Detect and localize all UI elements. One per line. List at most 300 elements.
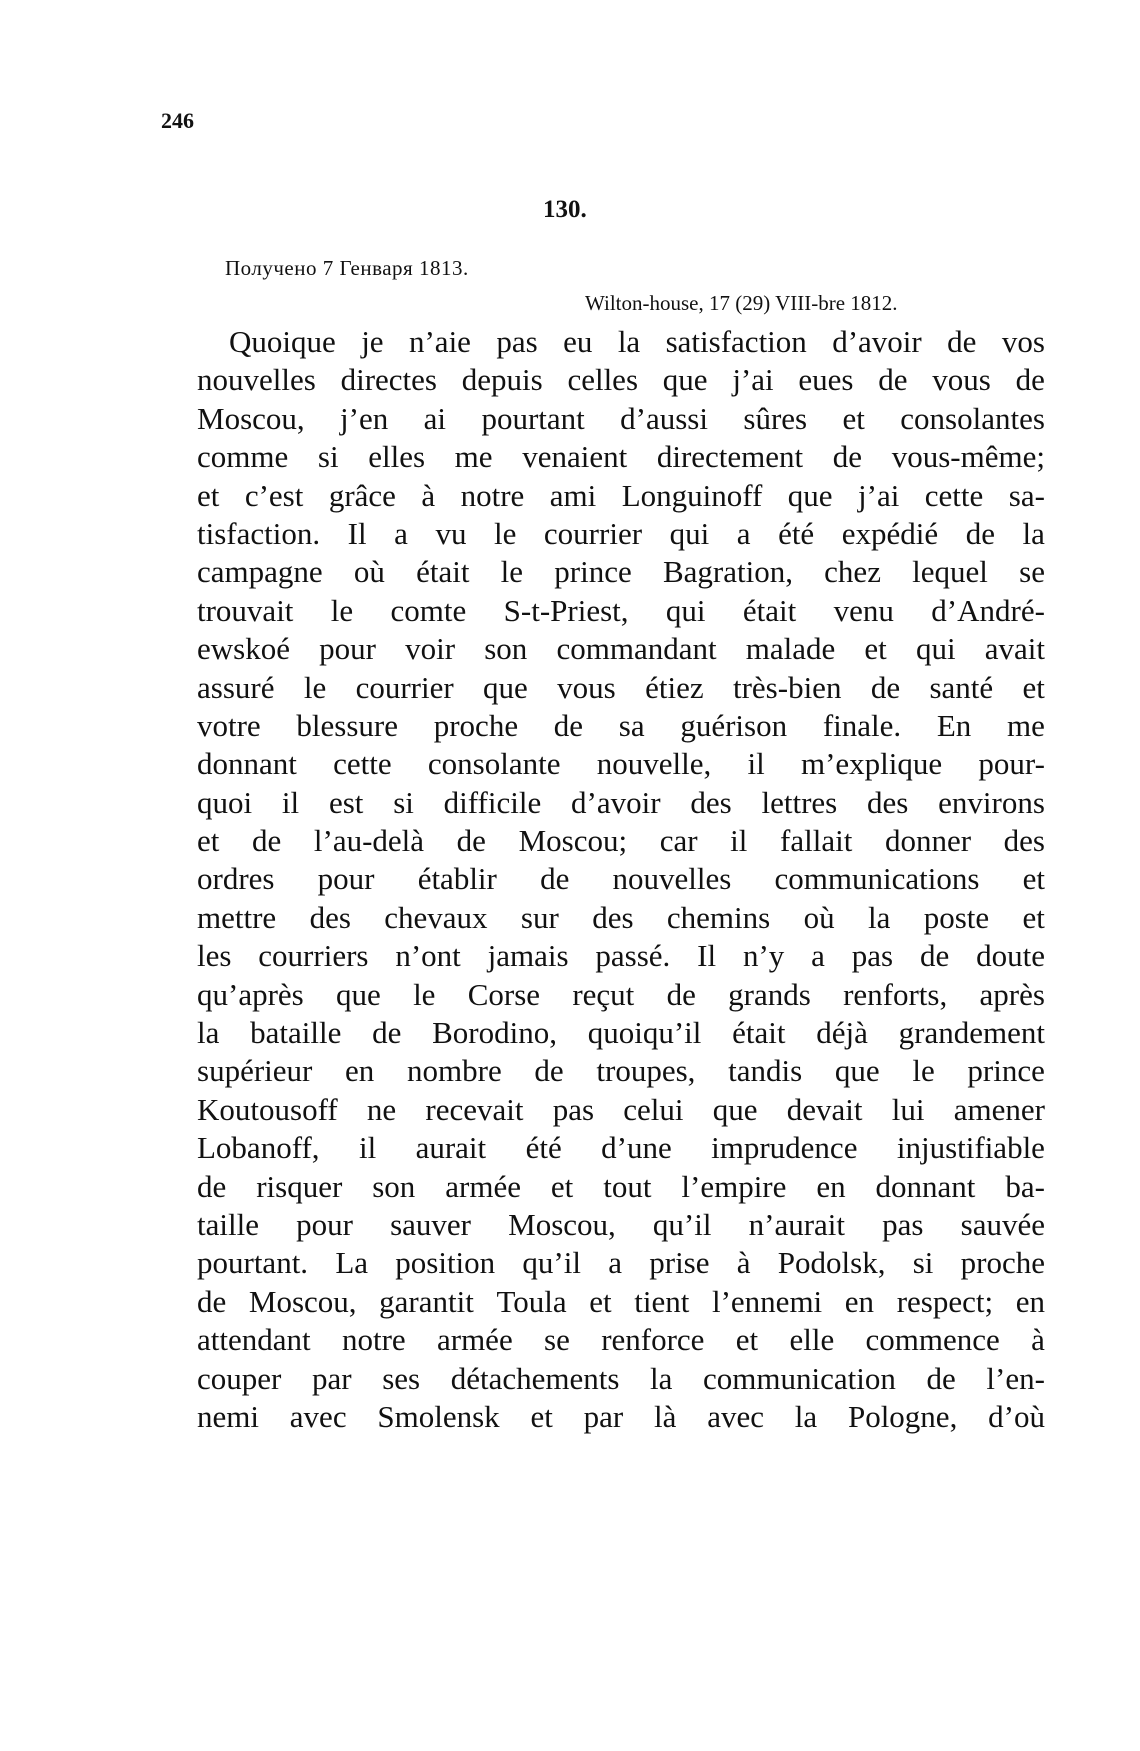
text-line [197, 477, 1045, 515]
word: de [919, 938, 950, 974]
word: des [309, 899, 351, 935]
word: directement [656, 439, 804, 475]
word: devait [786, 1091, 863, 1127]
word: il [730, 823, 748, 859]
word: respect; [896, 1283, 994, 1319]
word: pas [552, 1091, 595, 1127]
word: à [421, 477, 436, 513]
word: nombre [407, 1053, 502, 1089]
word: grâce [328, 477, 396, 513]
word: prince [967, 1053, 1045, 1089]
word: notre [460, 477, 525, 513]
word: armée [436, 1322, 513, 1358]
word: Toula [496, 1283, 567, 1319]
word: ne [366, 1091, 397, 1127]
word: poste [923, 899, 990, 935]
word: supérieur [197, 1053, 313, 1089]
word: celui [623, 1091, 684, 1127]
word: position [395, 1245, 496, 1281]
word: voir [405, 631, 456, 667]
word: taille [197, 1206, 259, 1242]
word: pas [882, 1206, 924, 1242]
text-line [197, 669, 1045, 707]
word: était [732, 1015, 786, 1051]
word: c’est [244, 477, 304, 513]
word: tisfaction. [197, 515, 321, 551]
word: j’ai [858, 477, 900, 513]
word: donner [884, 823, 972, 859]
word: Koutousoff [197, 1091, 338, 1127]
word: difficile [443, 784, 542, 820]
word: bataille [250, 1015, 342, 1051]
word: de [926, 1360, 956, 1396]
word: mettre [197, 899, 277, 935]
word: donnant [875, 1168, 976, 1204]
word: eues [798, 362, 854, 398]
word: ewskoé [197, 631, 290, 667]
word: vous [932, 362, 991, 398]
word: tient [634, 1283, 690, 1319]
word: Smolensk [377, 1398, 500, 1434]
word: sa [618, 707, 645, 743]
word: le [494, 515, 517, 551]
word: environs [938, 784, 1045, 820]
word: m’explique [800, 746, 943, 782]
text-line [197, 1360, 1045, 1398]
word: d’avoir [832, 324, 922, 359]
word: de [965, 515, 995, 551]
word: venaient [522, 439, 628, 475]
word: elles [368, 439, 426, 475]
word: armée [445, 1168, 521, 1204]
word: étiez [645, 669, 704, 705]
word: nouvelles [197, 362, 316, 398]
word: et [1022, 899, 1045, 935]
word: Moscou; [518, 823, 628, 859]
word: Moscou, [197, 400, 305, 436]
word: avec [707, 1398, 764, 1434]
word: de [870, 669, 901, 705]
word: nouvelles [612, 861, 732, 897]
word: pour [296, 1206, 353, 1242]
word: a [394, 515, 408, 551]
word: finale. [822, 707, 902, 743]
word: que [712, 1091, 758, 1127]
text-line [197, 1091, 1045, 1129]
text-line [197, 745, 1045, 783]
word: et [864, 631, 887, 667]
word: et [842, 400, 865, 436]
text-line [197, 1321, 1045, 1359]
word: et [1022, 669, 1045, 705]
word: établir [417, 861, 497, 897]
word: l’empire [681, 1168, 787, 1204]
word: prise [649, 1245, 710, 1281]
word: que [787, 477, 833, 513]
word: cette [924, 477, 984, 513]
word: risquer [256, 1168, 343, 1204]
word: pourtant. [197, 1245, 309, 1281]
word: qu’après [197, 976, 304, 1012]
word: celles [567, 362, 639, 398]
word: chemins [666, 899, 771, 935]
word: aurait [415, 1130, 487, 1166]
word: à [1031, 1322, 1045, 1358]
word: sauver [390, 1206, 471, 1242]
word: là [654, 1398, 677, 1434]
text-line [197, 1244, 1045, 1282]
word: assuré [197, 669, 275, 705]
word: communications [774, 861, 980, 897]
word: doute [976, 938, 1045, 974]
word: depuis [461, 362, 543, 398]
letter-number: 130. [543, 196, 587, 223]
word: recevait [425, 1091, 524, 1127]
word: donnant [197, 746, 297, 782]
word: expédié [841, 515, 939, 551]
text-line [197, 1129, 1045, 1167]
word: et [197, 823, 220, 859]
word: de [878, 362, 908, 398]
word: tandis [728, 1053, 803, 1089]
text-line [197, 899, 1045, 937]
word: en [816, 1168, 846, 1204]
word: d’où [988, 1398, 1045, 1434]
word: et [589, 1283, 612, 1319]
word: proche [960, 1245, 1045, 1281]
word: chez [824, 554, 881, 590]
word: attendant [197, 1322, 311, 1358]
word: été [778, 515, 815, 551]
word: Bagration, [662, 554, 793, 590]
word: chevaux [384, 899, 488, 935]
word: ses [382, 1360, 421, 1396]
word: vos [1001, 324, 1045, 359]
word: comte [390, 592, 467, 628]
word: pour [319, 631, 376, 667]
word: reçut [572, 976, 635, 1012]
word: des [1003, 823, 1045, 859]
word: pour- [978, 746, 1045, 782]
word: et [197, 477, 220, 513]
word: nemi [197, 1398, 259, 1434]
word: et [1022, 861, 1045, 897]
word: n’y [742, 938, 785, 974]
word: très-bien [732, 669, 842, 705]
word: tout [603, 1168, 652, 1204]
word: si [912, 1245, 934, 1281]
word: d’avoir [571, 784, 661, 820]
word: vous-même; [891, 439, 1045, 475]
text-line [197, 515, 1045, 553]
word: après [979, 976, 1045, 1012]
word: vu [435, 515, 467, 551]
text-line [197, 1168, 1045, 1206]
word: que [662, 362, 708, 398]
word: détachements [450, 1360, 620, 1396]
word: de [540, 861, 570, 897]
word: Pologne, [847, 1398, 958, 1434]
word: d’une [601, 1130, 672, 1166]
word: car [659, 823, 698, 859]
word: déjà [816, 1015, 868, 1051]
word: pas [851, 938, 894, 974]
received-note: Получено 7 Генваря 1813. [225, 256, 469, 280]
text-line [197, 553, 1045, 591]
word: qui [915, 631, 956, 667]
word: les [197, 938, 232, 974]
text-line [197, 860, 1045, 898]
word: la [867, 899, 891, 935]
word: grandement [898, 1015, 1045, 1051]
word: n’ont [395, 938, 461, 974]
word: cette [333, 746, 392, 782]
text-line [197, 937, 1045, 975]
word: injustifiable [896, 1130, 1045, 1166]
word: le [500, 554, 524, 590]
word: et [530, 1398, 553, 1434]
word: de [666, 976, 696, 1012]
word: où [803, 899, 835, 935]
word: renforts, [843, 976, 948, 1012]
word: blessure [296, 707, 399, 743]
word: j’en [340, 400, 389, 436]
word: de [197, 1168, 227, 1204]
word: d’aussi [620, 400, 708, 436]
word: avait [984, 631, 1045, 667]
word: a [736, 515, 751, 551]
word: sauvée [960, 1206, 1045, 1242]
word: commence [865, 1322, 1000, 1358]
word: campagne [197, 554, 323, 590]
word: son [484, 631, 528, 667]
word: sa- [1008, 477, 1045, 513]
word: l’au-delà [313, 823, 425, 859]
word: notre [341, 1322, 406, 1358]
word: Podolsk, [777, 1245, 886, 1281]
letter-body [197, 323, 1045, 1436]
word: couper [197, 1360, 282, 1396]
word: sur [520, 899, 559, 935]
word: il [358, 1130, 377, 1166]
word: par [311, 1360, 352, 1396]
word: qui [669, 515, 710, 551]
word: troupes, [596, 1053, 696, 1089]
word: des [690, 784, 732, 820]
word: que [483, 669, 528, 705]
word: que [834, 1053, 880, 1089]
word: en [1015, 1283, 1045, 1319]
word: le [303, 669, 327, 705]
text-line [197, 822, 1045, 860]
word: santé [929, 669, 994, 705]
word: lui [891, 1091, 925, 1127]
word: Longuinoff [621, 477, 763, 513]
word: en [345, 1053, 375, 1089]
text-line [197, 323, 1045, 361]
word: été [525, 1130, 562, 1166]
word: était [416, 554, 470, 590]
word: n’aurait [748, 1206, 846, 1242]
word: quoi [197, 784, 253, 820]
word: que [336, 976, 381, 1012]
word: lettres [761, 784, 838, 820]
word: ami [549, 477, 597, 513]
page-number: 246 [161, 108, 194, 133]
word: le [413, 976, 436, 1012]
word: vous [557, 669, 616, 705]
word: passé. [595, 938, 671, 974]
word: se [544, 1322, 570, 1358]
word: S-t-Priest, [503, 592, 629, 628]
word: la [197, 1015, 220, 1051]
word: pour [317, 861, 375, 897]
text-line [197, 784, 1045, 822]
word: son [372, 1168, 416, 1204]
word: pas [496, 324, 538, 359]
word: comme [197, 439, 289, 475]
word: était [742, 592, 797, 628]
text-line [197, 361, 1045, 399]
word: est [328, 784, 364, 820]
word: elle [789, 1322, 835, 1358]
word: nouvelle, [596, 746, 712, 782]
word: de [252, 823, 282, 859]
word: imprudence [711, 1130, 858, 1166]
word: courrier [355, 669, 454, 705]
word: il [281, 784, 300, 820]
word: eu [563, 324, 593, 359]
word: ordres [197, 861, 275, 897]
word: Corse [467, 976, 541, 1012]
word: je [361, 324, 384, 359]
word: et [550, 1168, 574, 1204]
text-line [197, 1014, 1045, 1052]
word: la [650, 1360, 673, 1396]
word: En [936, 707, 972, 743]
word: trouvait [197, 592, 294, 628]
word: qui [665, 592, 706, 628]
word: de [534, 1053, 564, 1089]
word: a [608, 1245, 622, 1281]
text-line [197, 1283, 1045, 1321]
word: de [947, 324, 977, 359]
word: pourtant [481, 400, 585, 436]
word: l’ennemi [711, 1283, 823, 1319]
word: lequel [912, 554, 988, 590]
word: la [794, 1398, 818, 1434]
word: ai [423, 400, 447, 436]
word: Il [347, 515, 367, 551]
word: de [197, 1283, 227, 1319]
word: Lobanoff, [197, 1130, 320, 1166]
word: de [456, 823, 486, 859]
word: consolante [427, 746, 561, 782]
word: me [454, 439, 493, 475]
word: j’ai [732, 362, 774, 398]
text-line [197, 592, 1045, 630]
word: par [583, 1398, 624, 1434]
word: si [317, 439, 339, 475]
word: de [553, 707, 584, 743]
word: la [1022, 515, 1045, 551]
text-line [197, 707, 1045, 745]
word: sûres [743, 400, 808, 436]
word: le [912, 1053, 935, 1089]
word: amener [953, 1091, 1045, 1127]
word: venu [833, 592, 894, 628]
word: courriers [258, 938, 369, 974]
word: Borodino, [432, 1015, 557, 1051]
word: le [330, 592, 354, 628]
word: où [353, 554, 385, 590]
word: des [592, 899, 634, 935]
word: Moscou, [508, 1206, 616, 1242]
word: jamais [487, 938, 569, 974]
text-line [197, 630, 1045, 668]
word: renforce [601, 1322, 705, 1358]
word: consolantes [900, 400, 1045, 436]
word: guérison [680, 707, 788, 743]
word: et [735, 1322, 759, 1358]
word: d’André- [931, 592, 1045, 628]
word: qu’il [522, 1245, 581, 1281]
word: la [617, 324, 641, 359]
word: malade [745, 631, 836, 667]
word: fallait [780, 823, 853, 859]
word: ba- [1005, 1168, 1045, 1204]
word: si [393, 784, 414, 820]
word: n’aie [408, 324, 471, 359]
word: grands [728, 976, 811, 1012]
word: en [844, 1283, 875, 1319]
text-line [197, 1052, 1045, 1090]
word: directes [340, 362, 437, 398]
word: des [867, 784, 909, 820]
word: de [1015, 362, 1045, 398]
word: garantit [379, 1283, 474, 1319]
word: me [1007, 707, 1045, 743]
word: de [832, 439, 863, 475]
word: proche [433, 707, 519, 743]
text-line [197, 1206, 1045, 1244]
word: courrier [543, 515, 643, 551]
word: commandant [556, 631, 717, 667]
text-line [197, 400, 1045, 438]
word: se [1019, 554, 1045, 590]
text-line [197, 438, 1045, 476]
word: l’en- [986, 1360, 1045, 1396]
word: avec [289, 1398, 347, 1434]
word: Quoique [229, 324, 336, 359]
word: il [747, 746, 765, 782]
word: Il [697, 938, 717, 974]
word: Moscou, [248, 1283, 357, 1319]
dateline: Wilton-house, 17 (29) VIII-bre 1812. [585, 291, 898, 315]
word: prince [554, 554, 632, 590]
word: a [811, 938, 825, 974]
word: satisfaction [665, 324, 807, 359]
text-line [197, 1398, 1045, 1436]
text-line [197, 976, 1045, 1014]
word: à [736, 1245, 751, 1281]
word: quoiqu’il [587, 1015, 702, 1051]
word: de [372, 1015, 402, 1051]
word: communication [703, 1360, 896, 1396]
word: La [335, 1245, 369, 1281]
word: qu’il [652, 1206, 712, 1242]
word: votre [197, 707, 261, 743]
